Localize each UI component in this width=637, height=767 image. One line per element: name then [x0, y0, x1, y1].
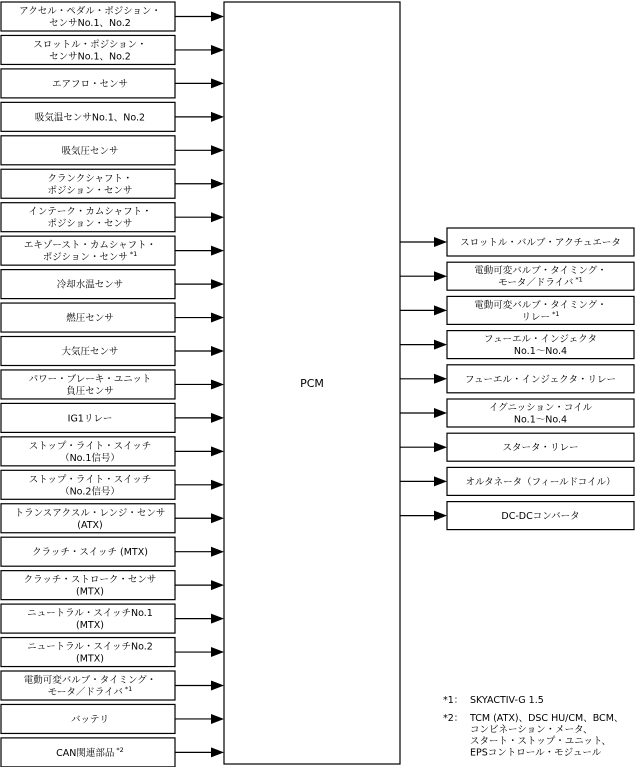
input-label-line: トランスアクスル・レンジ・センサ	[14, 507, 166, 519]
input-arrow-arrowhead	[211, 714, 224, 724]
footnote-mark: *2：	[443, 713, 464, 724]
footnote-text: スタート・ストップ・ユニット、	[470, 736, 611, 747]
input-components	[1, 2, 224, 767]
input-label-line: パワー・ブレーキ・ユニット	[28, 373, 152, 385]
output-arrow-arrowhead	[434, 374, 447, 384]
input-box	[1, 69, 175, 98]
output-label-line: イグニッション・コイル	[488, 402, 593, 414]
input-arrow-arrowhead	[211, 212, 224, 222]
output-label-line: No.1〜No.4	[513, 346, 568, 358]
input-arrow-arrowhead	[211, 480, 224, 490]
input-box	[1, 136, 175, 165]
input-box	[1, 403, 175, 432]
output-arrow-arrowhead	[434, 340, 447, 350]
input-box	[1, 738, 175, 767]
input-label-line: クラッチ・ストローク・センサ	[23, 574, 157, 586]
input-label-line: 電動可変バルブ・タイミング・	[23, 675, 157, 686]
input-footnote-mark: *2	[116, 745, 124, 754]
input-label-line: IG1リレー	[67, 413, 113, 425]
input-label-line: クランクシャフト・	[47, 173, 133, 185]
output-label-line: 電動可変バルブ・タイミング・	[474, 299, 607, 311]
output-arrow-arrowhead	[434, 442, 447, 452]
input-arrow-arrowhead	[211, 179, 224, 189]
input-box	[1, 470, 175, 499]
footnote-text: EPSコントロール・モジュール	[470, 747, 602, 759]
input-label-line: センサNo.1、No.2	[49, 51, 131, 63]
output-box	[447, 228, 634, 256]
input-label-line: インテーク・カムシャフト・	[28, 206, 152, 218]
input-box	[1, 638, 175, 667]
output-label-line: No.1〜No.4	[513, 414, 568, 426]
output-arrow-arrowhead	[434, 408, 447, 418]
input-box	[1, 2, 175, 31]
input-arrow-arrowhead	[211, 78, 224, 88]
input-box	[1, 270, 175, 299]
input-label-line: ポジション・センサ	[47, 218, 133, 230]
input-label-line: アクセル・ペダル・ポジション・	[19, 6, 161, 17]
output-box	[447, 433, 634, 461]
input-arrow-arrowhead	[211, 279, 224, 289]
input-footnote-mark: *1	[129, 250, 138, 259]
footnotes	[443, 695, 623, 759]
input-label-line: （No.1信号）	[60, 452, 120, 464]
input-box	[1, 236, 175, 265]
input-arrow-arrowhead	[211, 145, 224, 155]
input-box	[1, 35, 175, 64]
output-label-line: 電動可変バルブ・タイミング・	[474, 265, 607, 277]
pcm-unit	[224, 2, 400, 764]
input-box	[1, 704, 175, 733]
input-label-line: (MTX)	[76, 653, 104, 665]
input-box	[1, 337, 175, 366]
output-label-line: リレー $^{*1}$	[521, 309, 560, 323]
input-arrow-arrowhead	[211, 647, 224, 657]
input-label-line: 負圧センサ	[66, 385, 114, 397]
output-arrow-arrowhead	[434, 237, 447, 247]
footnote-text: TCM (ATX)、DSC HU/CM、BCM、	[470, 713, 624, 724]
input-label-line: 燃圧センサ	[66, 313, 114, 325]
input-arrow-arrowhead	[211, 12, 224, 22]
input-label-line: （No.2信号）	[60, 486, 120, 498]
input-label-line: 吸気圧センサ	[61, 145, 119, 157]
footnote-text: コンビネーション・メータ、	[470, 724, 593, 736]
input-box	[1, 370, 175, 399]
input-label-line: 吸気温センサNo.1、No.2	[34, 112, 146, 124]
input-box	[1, 671, 175, 700]
input-label-line: バッテリ	[70, 714, 110, 726]
input-arrow-arrowhead	[211, 747, 224, 757]
input-box	[1, 604, 175, 633]
input-label-line: (MTX)	[76, 586, 104, 598]
input-box	[1, 203, 175, 232]
output-label-line: スタータ・リレー	[502, 442, 579, 454]
output-arrow-arrowhead	[434, 305, 447, 315]
output-label-line: フューエル・インジェクタ・リレー	[465, 374, 616, 386]
input-label-line: ポジション・センサ	[47, 185, 133, 197]
input-arrow-arrowhead	[211, 346, 224, 356]
input-arrow-arrowhead	[211, 45, 224, 55]
input-box	[1, 303, 175, 332]
output-footnote-mark: *1	[575, 275, 583, 284]
output-footnote-mark: *1	[552, 309, 560, 318]
input-arrow-arrowhead	[211, 112, 224, 122]
input-arrow-arrowhead	[211, 547, 224, 557]
input-label-line: ニュートラル・スイッチNo.1	[27, 608, 153, 620]
output-arrow-arrowhead	[434, 271, 447, 281]
input-label-line: 冷却水温センサ	[56, 279, 124, 291]
input-footnote-mark: *1	[124, 685, 133, 693]
input-arrow-arrowhead	[211, 413, 224, 423]
output-box	[447, 296, 634, 324]
input-label-line: (MTX)	[76, 620, 104, 632]
input-label-line: エキゾースト・カムシャフト・	[23, 240, 157, 252]
input-arrow-arrowhead	[211, 580, 224, 590]
output-label-line: スロットル・バルブ・アクチュエータ	[460, 237, 621, 249]
output-label-line: フューエル・インジェクタ	[484, 334, 597, 346]
output-label-line: モータ／ドライバ $^{*1}$	[498, 275, 583, 289]
input-arrow-arrowhead	[211, 681, 224, 691]
input-label-line: エアフロ・センサ	[51, 78, 129, 90]
input-label-line: ストップ・ライト・スイッチ	[28, 440, 152, 452]
input-label-line: スロットル・ポジション・	[33, 39, 147, 51]
input-label-line: モータ／ドライバ $^{*1}$	[47, 685, 133, 698]
output-arrow-arrowhead	[434, 511, 447, 521]
input-label-line: センサNo.1、No.2	[49, 18, 131, 29]
footnote-text: SKYACTIV-G 1.5	[470, 695, 544, 706]
output-box	[447, 399, 634, 427]
input-arrow-arrowhead	[211, 614, 224, 624]
input-box	[1, 169, 175, 198]
input-arrow-arrowhead	[211, 379, 224, 389]
input-box	[1, 571, 175, 600]
input-label-line: 大気圧センサ	[61, 346, 119, 358]
footnote-mark: *1：	[443, 695, 464, 706]
input-arrow-arrowhead	[211, 513, 224, 523]
output-label-line: オルタネータ（フィールドコイル）	[465, 476, 616, 488]
input-box	[1, 504, 175, 533]
input-arrow-arrowhead	[211, 446, 224, 456]
input-label-line: CAN関連部品 $^{*2}$	[56, 745, 124, 759]
output-box	[447, 331, 634, 359]
input-box	[1, 437, 175, 466]
input-label-line: ストップ・ライト・スイッチ	[28, 474, 152, 486]
output-box	[447, 262, 634, 290]
output-box	[447, 467, 634, 495]
output-box	[447, 365, 634, 393]
pcm-label: PCM	[300, 377, 324, 390]
input-box	[1, 537, 175, 566]
output-box	[447, 502, 634, 530]
input-label-line: ニュートラル・スイッチNo.2	[27, 641, 153, 653]
input-arrow-arrowhead	[211, 313, 224, 323]
output-components	[400, 228, 634, 530]
input-label-line: ポジション・センサ $^{*1}$	[42, 250, 138, 264]
input-label-line: クラッチ・スイッチ (MTX)	[32, 547, 148, 559]
input-arrow-arrowhead	[211, 246, 224, 256]
input-label-line: (ATX)	[77, 519, 103, 531]
output-arrow-arrowhead	[434, 476, 447, 486]
input-box	[1, 102, 175, 131]
output-label-line: DC-DCコンバータ	[501, 511, 580, 523]
